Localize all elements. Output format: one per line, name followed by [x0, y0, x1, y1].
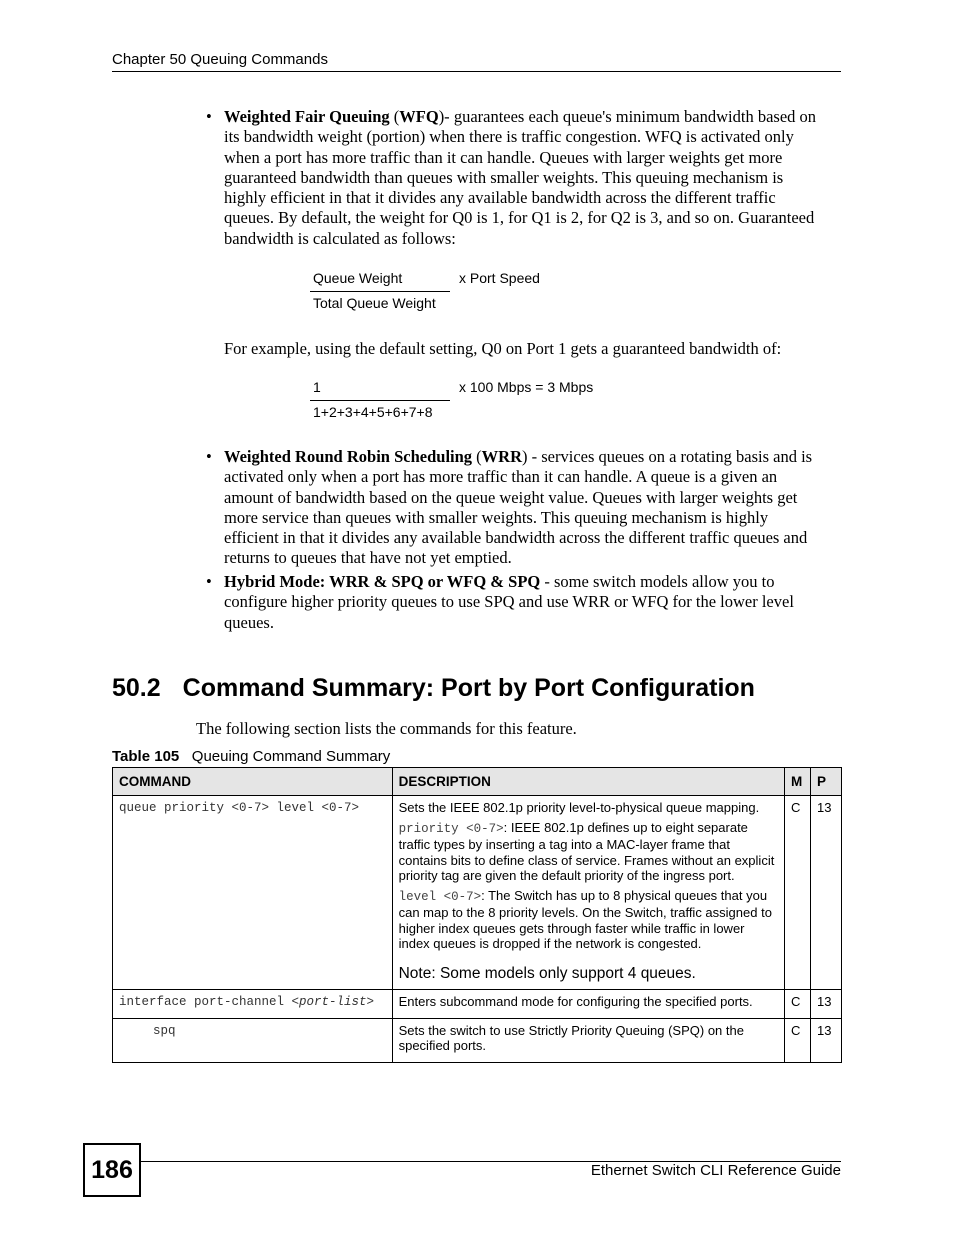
- wrr-abbr: WRR: [481, 447, 523, 466]
- wrr-line: amount of bandwidth based on the queue weight value. Queues with larger weights get: [224, 487, 798, 507]
- formula1-denominator: Total Queue Weight: [313, 295, 436, 311]
- wrr-line: activated only when a port has more traffic than it can handle. A queue is a given an: [224, 467, 778, 487]
- bullet-marker: •: [206, 107, 212, 126]
- formula2-fraction-bar: [310, 400, 450, 401]
- hybrid-term: Hybrid Mode: WRR & SPQ or WFQ & SPQ: [224, 572, 541, 591]
- page-number: 186: [83, 1143, 141, 1197]
- formula1-numerator: Queue Weight: [313, 270, 403, 286]
- guide-title: Ethernet Switch CLI Reference Guide: [590, 1162, 841, 1179]
- command-summary-table: [112, 767, 842, 1063]
- chapter-header: Chapter 50 Queuing Commands: [112, 51, 328, 68]
- wfq-line: guarantees each queue's minimum bandwidth based on: [453, 107, 817, 126]
- command-text: interface port-channel <: [119, 995, 300, 1009]
- wrr-term: Weighted Round Robin Scheduling: [224, 447, 473, 466]
- table-caption-text: Queuing Command Summary: [191, 748, 391, 765]
- wfq-line: its bandwidth weight (portion) when there is traffic congestion. WFQ is activated only: [224, 127, 794, 147]
- hybrid-line: - some switch models allow you to: [544, 572, 775, 591]
- example-paragraph: For example, using the default setting, Q0 on Port 1 gets a guaranteed bandwidth of:: [224, 339, 782, 358]
- description-text: Sets the IEEE 802.1p priority level-to-physical queue mapping.: [398, 800, 760, 815]
- column-header-command: COMMAND: [113, 768, 393, 796]
- description-text: : IEEE 802.1p defines up to eight separate traffic types by inserting a tag into a MAC-layer frame that contains bits to define class of service. Frames without an explicit priority tag are given the default priority of the ingress port.: [398, 819, 775, 883]
- wfq-line: bandwidth is calculated as follows:: [224, 228, 456, 248]
- bullet-marker: •: [206, 447, 212, 466]
- wfq-term: Weighted Fair Queuing: [224, 107, 390, 126]
- bullet-wfq: Weighted Fair Queuing (WFQ)- guarantees each queue's minimum bandwidth based on its bandwidth weight (portion) when there is traffic congestion. WFQ is activated only when a port has more traffic than it can handle. Queues with larger weights get more guaranteed bandwidth than queues with smaller weights. This queuing mechanism is highly efficient in that it divides any available bandwidth across the different traffic queues. By default, the weight for Q0 is 1, for Q1 is 2, for Q2 is 3, and so on. Guaranteed bandwidth is calculated as follows:: [224, 107, 840, 249]
- formula2-factor: x 100 Mbps = 3 Mbps: [459, 379, 594, 395]
- p-cell: 13: [810, 796, 841, 990]
- hybrid-line: queues.: [224, 612, 274, 632]
- bullet-marker: •: [206, 572, 212, 591]
- bullet-hybrid: [224, 572, 840, 633]
- table-row: [113, 1018, 842, 1062]
- section-number: 50.2: [112, 674, 161, 702]
- column-header-p: P: [810, 768, 841, 796]
- command-cell: spq: [113, 1018, 393, 1062]
- command-text: >: [366, 995, 375, 1009]
- m-cell: C: [785, 990, 811, 1019]
- wrr-line: efficient in that it divides any available bandwidth across the different traffic queues and: [224, 528, 808, 548]
- hybrid-line: configure higher priority queues to use SPQ and use WRR or WFQ for the lower level: [224, 592, 794, 612]
- wrr-line: - services queues on a rotating basis and is: [531, 447, 813, 466]
- table-caption: [112, 748, 390, 765]
- description-cell: [392, 1018, 784, 1062]
- table-caption-label: Table 105: [112, 748, 180, 765]
- command-cell: [113, 990, 393, 1019]
- command-cell: queue priority <0-7> level <0-7>: [113, 796, 393, 990]
- bullet-wrr: Weighted Round Robin Scheduling (WRR) - services queues on a rotating basis and is activated only when a port has more traffic than it can handle. A queue is a given an amount of bandwidth based on the queue weight value. Queues with larger weights get more service than queues with smaller weights. This queuing mechanism is highly efficient in that it divides any available bandwidth across the different traffic queues and returns to queues that have not yet emptied.: [224, 447, 840, 569]
- section-intro: The following section lists the commands for this feature.: [196, 719, 577, 738]
- note-text: Note: Some models only support 4 queues.: [398, 964, 696, 982]
- description-cell: [392, 796, 784, 990]
- m-cell: C: [785, 1018, 811, 1062]
- table-header-row: [113, 768, 842, 796]
- description-text: : The Switch has up to 8 physical queues that you can map to the 8 priority levels. On the Switch, traffic assigned to higher index queues gets through faster while traffic in lower index queues is dropped if the network is congested.: [398, 887, 772, 951]
- wfq-line: guaranteed bandwidth than queues with smaller weights. This queuing mechanism is: [224, 167, 784, 187]
- description-text: Sets the switch to use Strictly Priority Queuing (SPQ) on the specified ports.: [398, 1022, 744, 1053]
- formula1-factor: x Port Speed: [459, 270, 540, 286]
- formula1-fraction-bar: [310, 291, 450, 292]
- description-cell: [392, 990, 784, 1019]
- table-row: [113, 796, 842, 990]
- column-header-m: M: [785, 768, 811, 796]
- m-cell: C: [785, 796, 811, 990]
- wfq-abbr: WFQ: [399, 107, 439, 126]
- p-cell: 13: [810, 1018, 841, 1062]
- section-heading: [112, 674, 755, 703]
- wrr-line: more service than queues with smaller weights. This queuing mechanism is highly: [224, 507, 769, 527]
- wfq-line: when a port has more traffic than it can handle. Queues with larger weights get more: [224, 147, 783, 167]
- wrr-line: returns to queues that have not yet emptied.: [224, 548, 512, 568]
- wfq-line: highly efficient in that it divides any available bandwidth across the different traffic: [224, 188, 776, 208]
- formula2-numerator: 1: [313, 379, 321, 395]
- description-code: level <0-7>: [398, 889, 482, 904]
- description-text: Enters subcommand mode for configuring the specified ports.: [398, 994, 753, 1009]
- column-header-description: DESCRIPTION: [392, 768, 784, 796]
- description-code: priority <0-7>: [398, 821, 504, 836]
- command-param: port-list: [299, 995, 367, 1009]
- section-title: Command Summary: Port by Port Configuration: [182, 674, 755, 702]
- p-cell: 13: [810, 990, 841, 1019]
- wfq-line: queues. By default, the weight for Q0 is 1, for Q1 is 2, for Q2 is 3, and so on. Guaranteed: [224, 208, 815, 228]
- table-row: [113, 990, 842, 1019]
- header-divider: [112, 71, 841, 72]
- formula2-denominator: 1+2+3+4+5+6+7+8: [313, 404, 433, 420]
